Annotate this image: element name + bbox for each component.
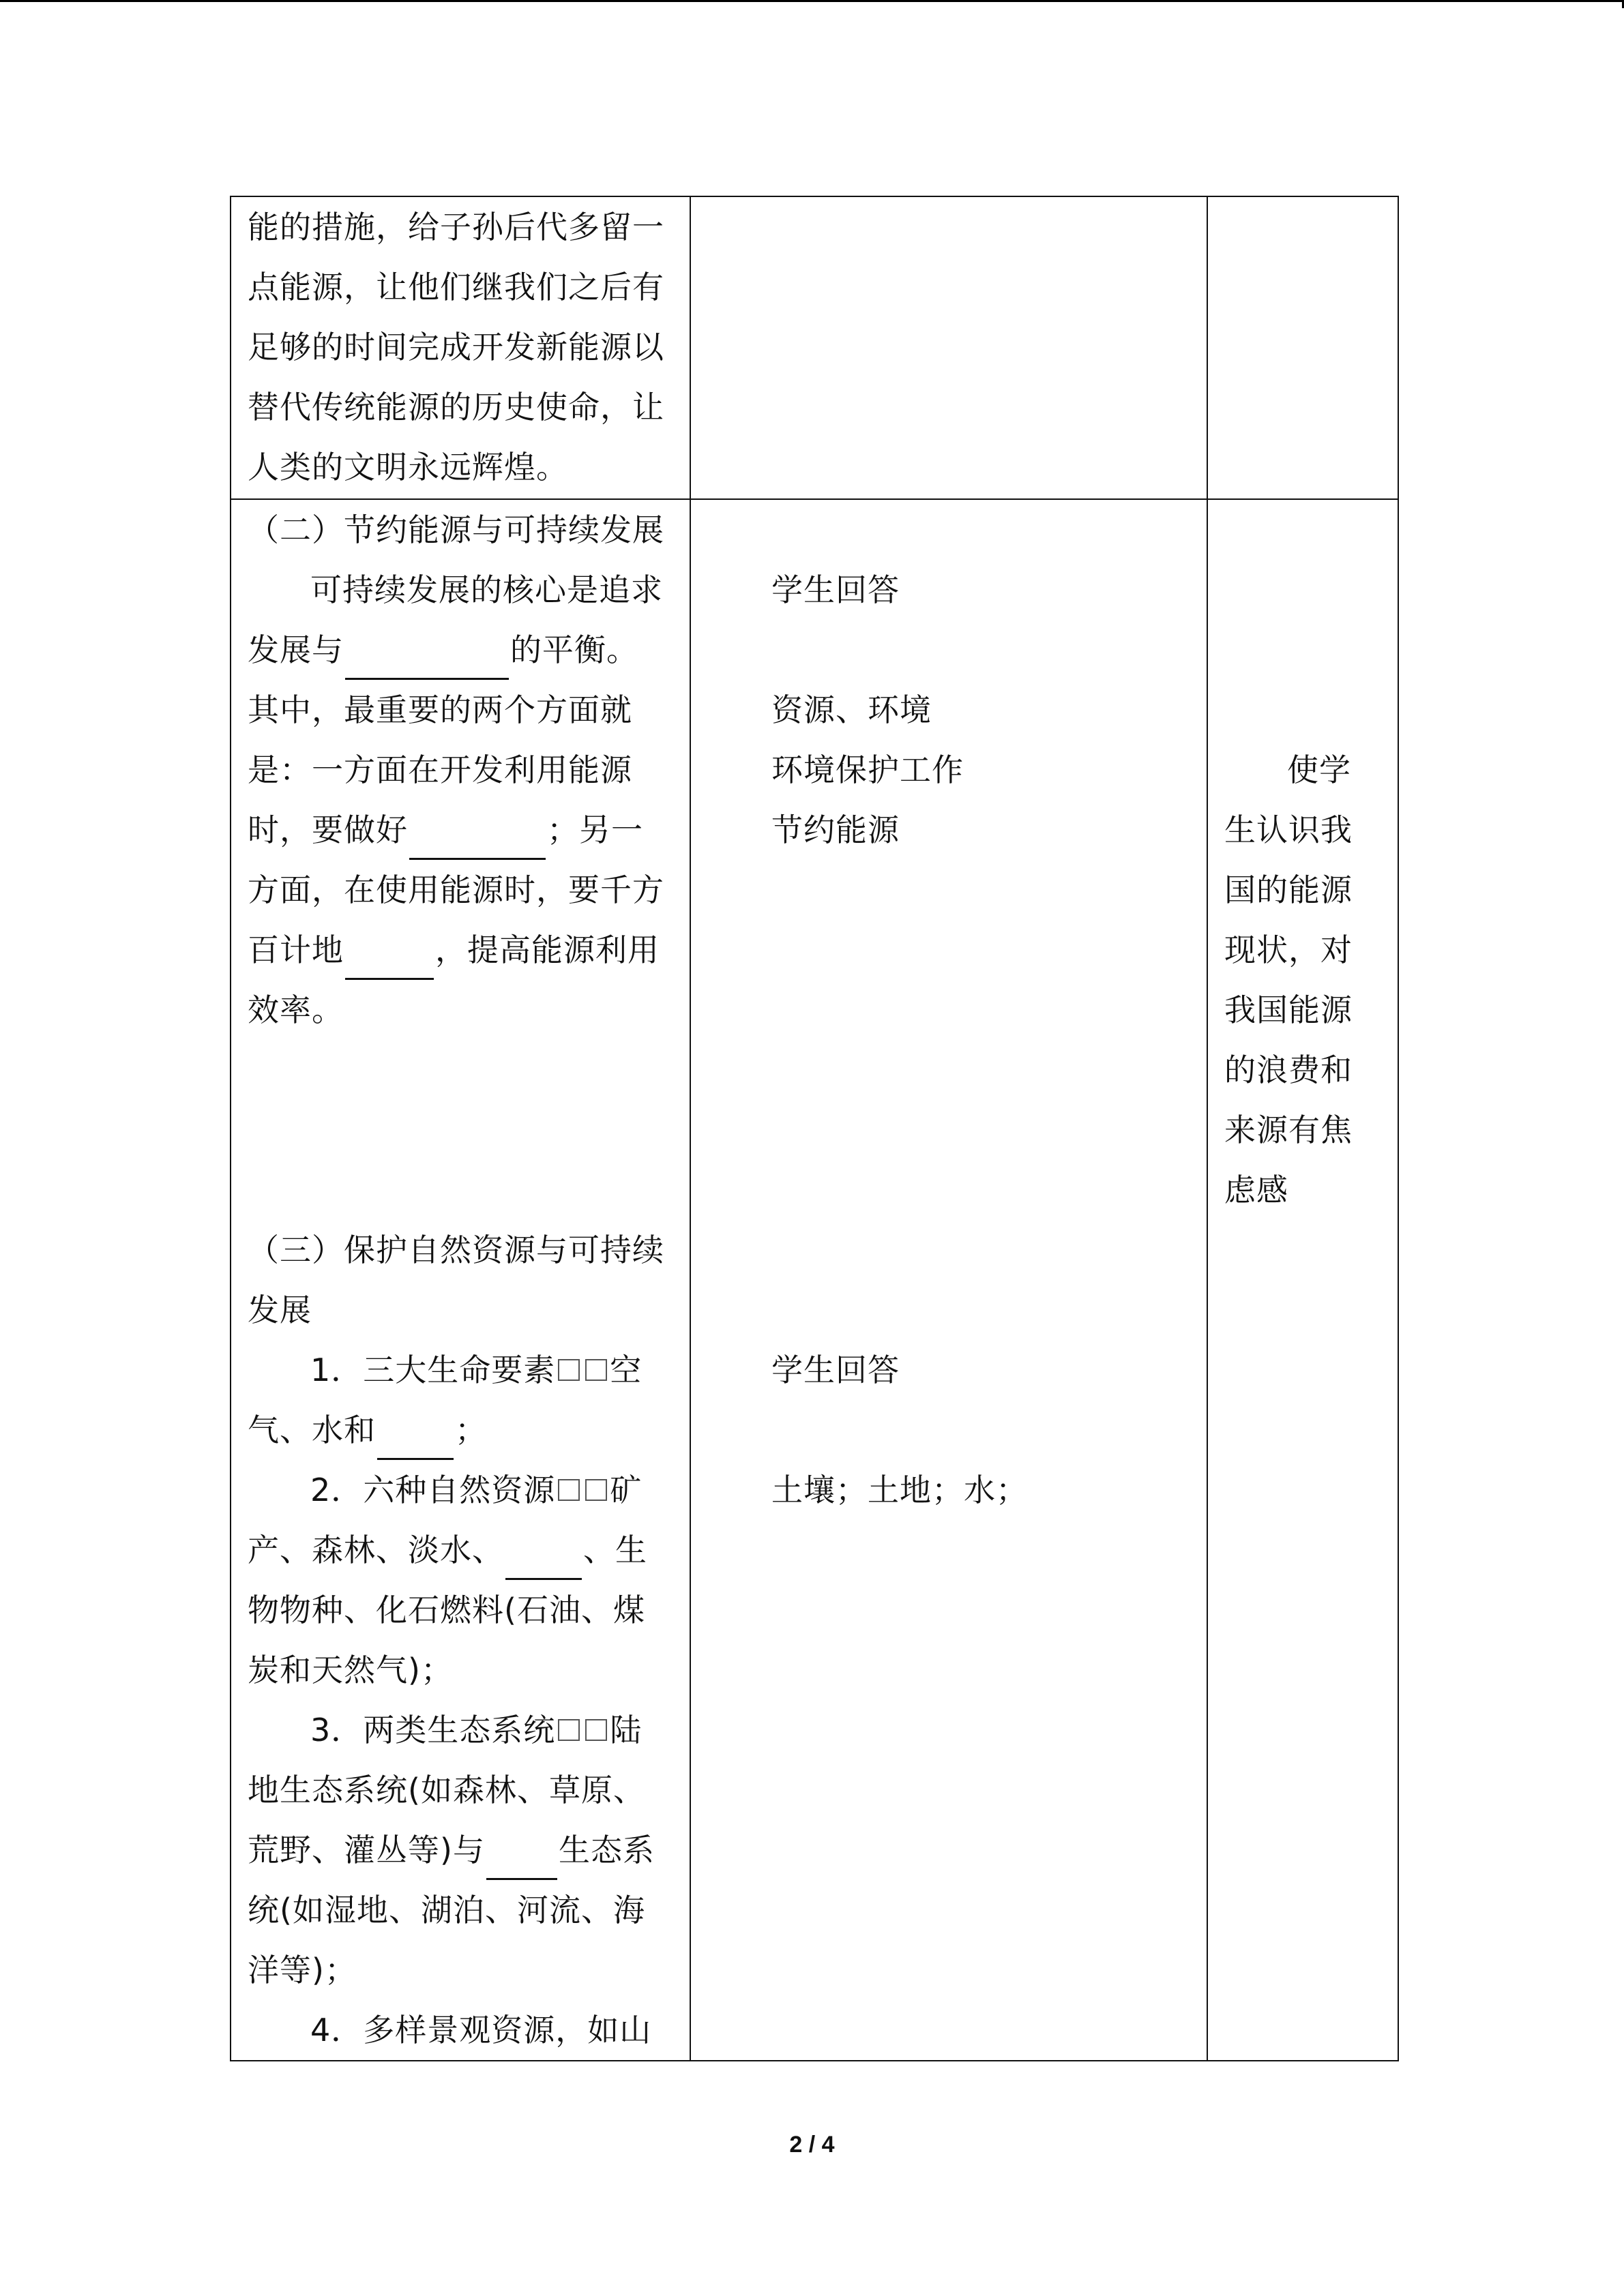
answer-text: 资源、环境: [771, 691, 932, 728]
content-cell: [231, 196, 690, 499]
fill-blank: [345, 940, 434, 980]
page-number: 2 / 4: [789, 2132, 835, 2158]
fill-blank: [377, 1420, 454, 1460]
text-line: 点能源，让他们继我们之后有: [248, 269, 664, 305]
text-line: 炭和天然气)；: [248, 1652, 453, 1688]
placeholder-box: [558, 1719, 580, 1741]
text-line: 方面，在使用能源时，要千方: [248, 871, 664, 908]
text-line: 时，要做好 ；另一: [248, 800, 677, 860]
text-line: 其中，最重要的两个方面就: [248, 691, 632, 728]
section-heading: （二）节约能源与可持续发展: [248, 511, 664, 548]
text-line: 荒野、灌丛等)与 生态系: [248, 1820, 677, 1880]
placeholder-box: [585, 1479, 607, 1501]
fill-blank: [409, 820, 546, 860]
text-line: 能的措施，给子孙后代多留一: [248, 209, 664, 245]
text-line: 是：一方面在开发利用能源: [248, 751, 632, 788]
lesson-plan-table: [230, 196, 1399, 2061]
fill-blank: [345, 640, 509, 680]
intent-cell: [1207, 499, 1398, 2061]
text-line: 发展: [248, 1292, 312, 1328]
list-item: 4．多样景观资源，如山: [310, 2012, 652, 2048]
text-line: 发展与 的平衡。: [248, 620, 677, 680]
section-heading: （三）保护自然资源与可持续: [248, 1232, 664, 1268]
intent-line: 的浪费和: [1224, 1052, 1353, 1088]
placeholder-box: [558, 1479, 580, 1501]
text-line: 效率。: [248, 992, 344, 1028]
intent-line: 虑感: [1224, 1172, 1288, 1208]
table-row: [231, 499, 1398, 2061]
placeholder-box: [585, 1719, 607, 1741]
intent-line: 我国能源: [1224, 992, 1353, 1028]
intent-line: 国的能源: [1224, 871, 1353, 908]
text-line: 洋等)；: [248, 1952, 357, 1988]
text-line: 足够的时间完成开发新能源以: [248, 329, 664, 366]
student-answer: 学生回答: [771, 1352, 900, 1388]
text-line: 气、水和 ；: [248, 1400, 677, 1460]
list-item: 1．三大生命要素 空: [310, 1352, 643, 1388]
list-item: 3．两类生态系统 陆: [310, 1712, 643, 1748]
fill-blank: [486, 1840, 557, 1880]
intent-line: 生认识我: [1224, 811, 1353, 848]
answer-text: 节约能源: [771, 811, 900, 848]
answer-text: 环境保护工作: [771, 751, 964, 788]
placeholder-box: [558, 1359, 580, 1381]
list-item: 2．六种自然资源 矿: [310, 1472, 643, 1508]
intent-line: 现状，对: [1224, 931, 1353, 968]
student-answer: 学生回答: [771, 571, 900, 608]
placeholder-box: [585, 1359, 607, 1381]
fill-blank: [505, 1540, 582, 1580]
intent-line: 来源有焦: [1224, 1112, 1353, 1148]
text-line: 替代传统能源的历史使命，让: [248, 389, 664, 426]
text-line: 统(如湿地、湖泊、河流、海: [248, 1892, 645, 1928]
table-row: [231, 196, 1398, 499]
intent-line: 使学: [1287, 751, 1351, 788]
answer-text: 土壤；土地；水；: [771, 1472, 1028, 1508]
text-line: 地生态系统(如森林、草原、: [248, 1772, 645, 1808]
text-line: 产、森林、淡水、 、生: [248, 1520, 677, 1580]
text-line: 物物种、化石燃料(石油、煤: [248, 1592, 645, 1628]
text-line: 可持续发展的核心是追求: [310, 571, 663, 608]
activity-cell: [690, 499, 1207, 2061]
activity-cell: [690, 196, 1207, 499]
content-cell: [231, 499, 690, 2061]
intent-cell: [1207, 196, 1398, 499]
page-top-border: [0, 0, 1624, 2]
text-line: 人类的文明永远辉煌。: [248, 449, 568, 486]
text-line: 百计地 ，提高能源利用: [248, 920, 677, 980]
